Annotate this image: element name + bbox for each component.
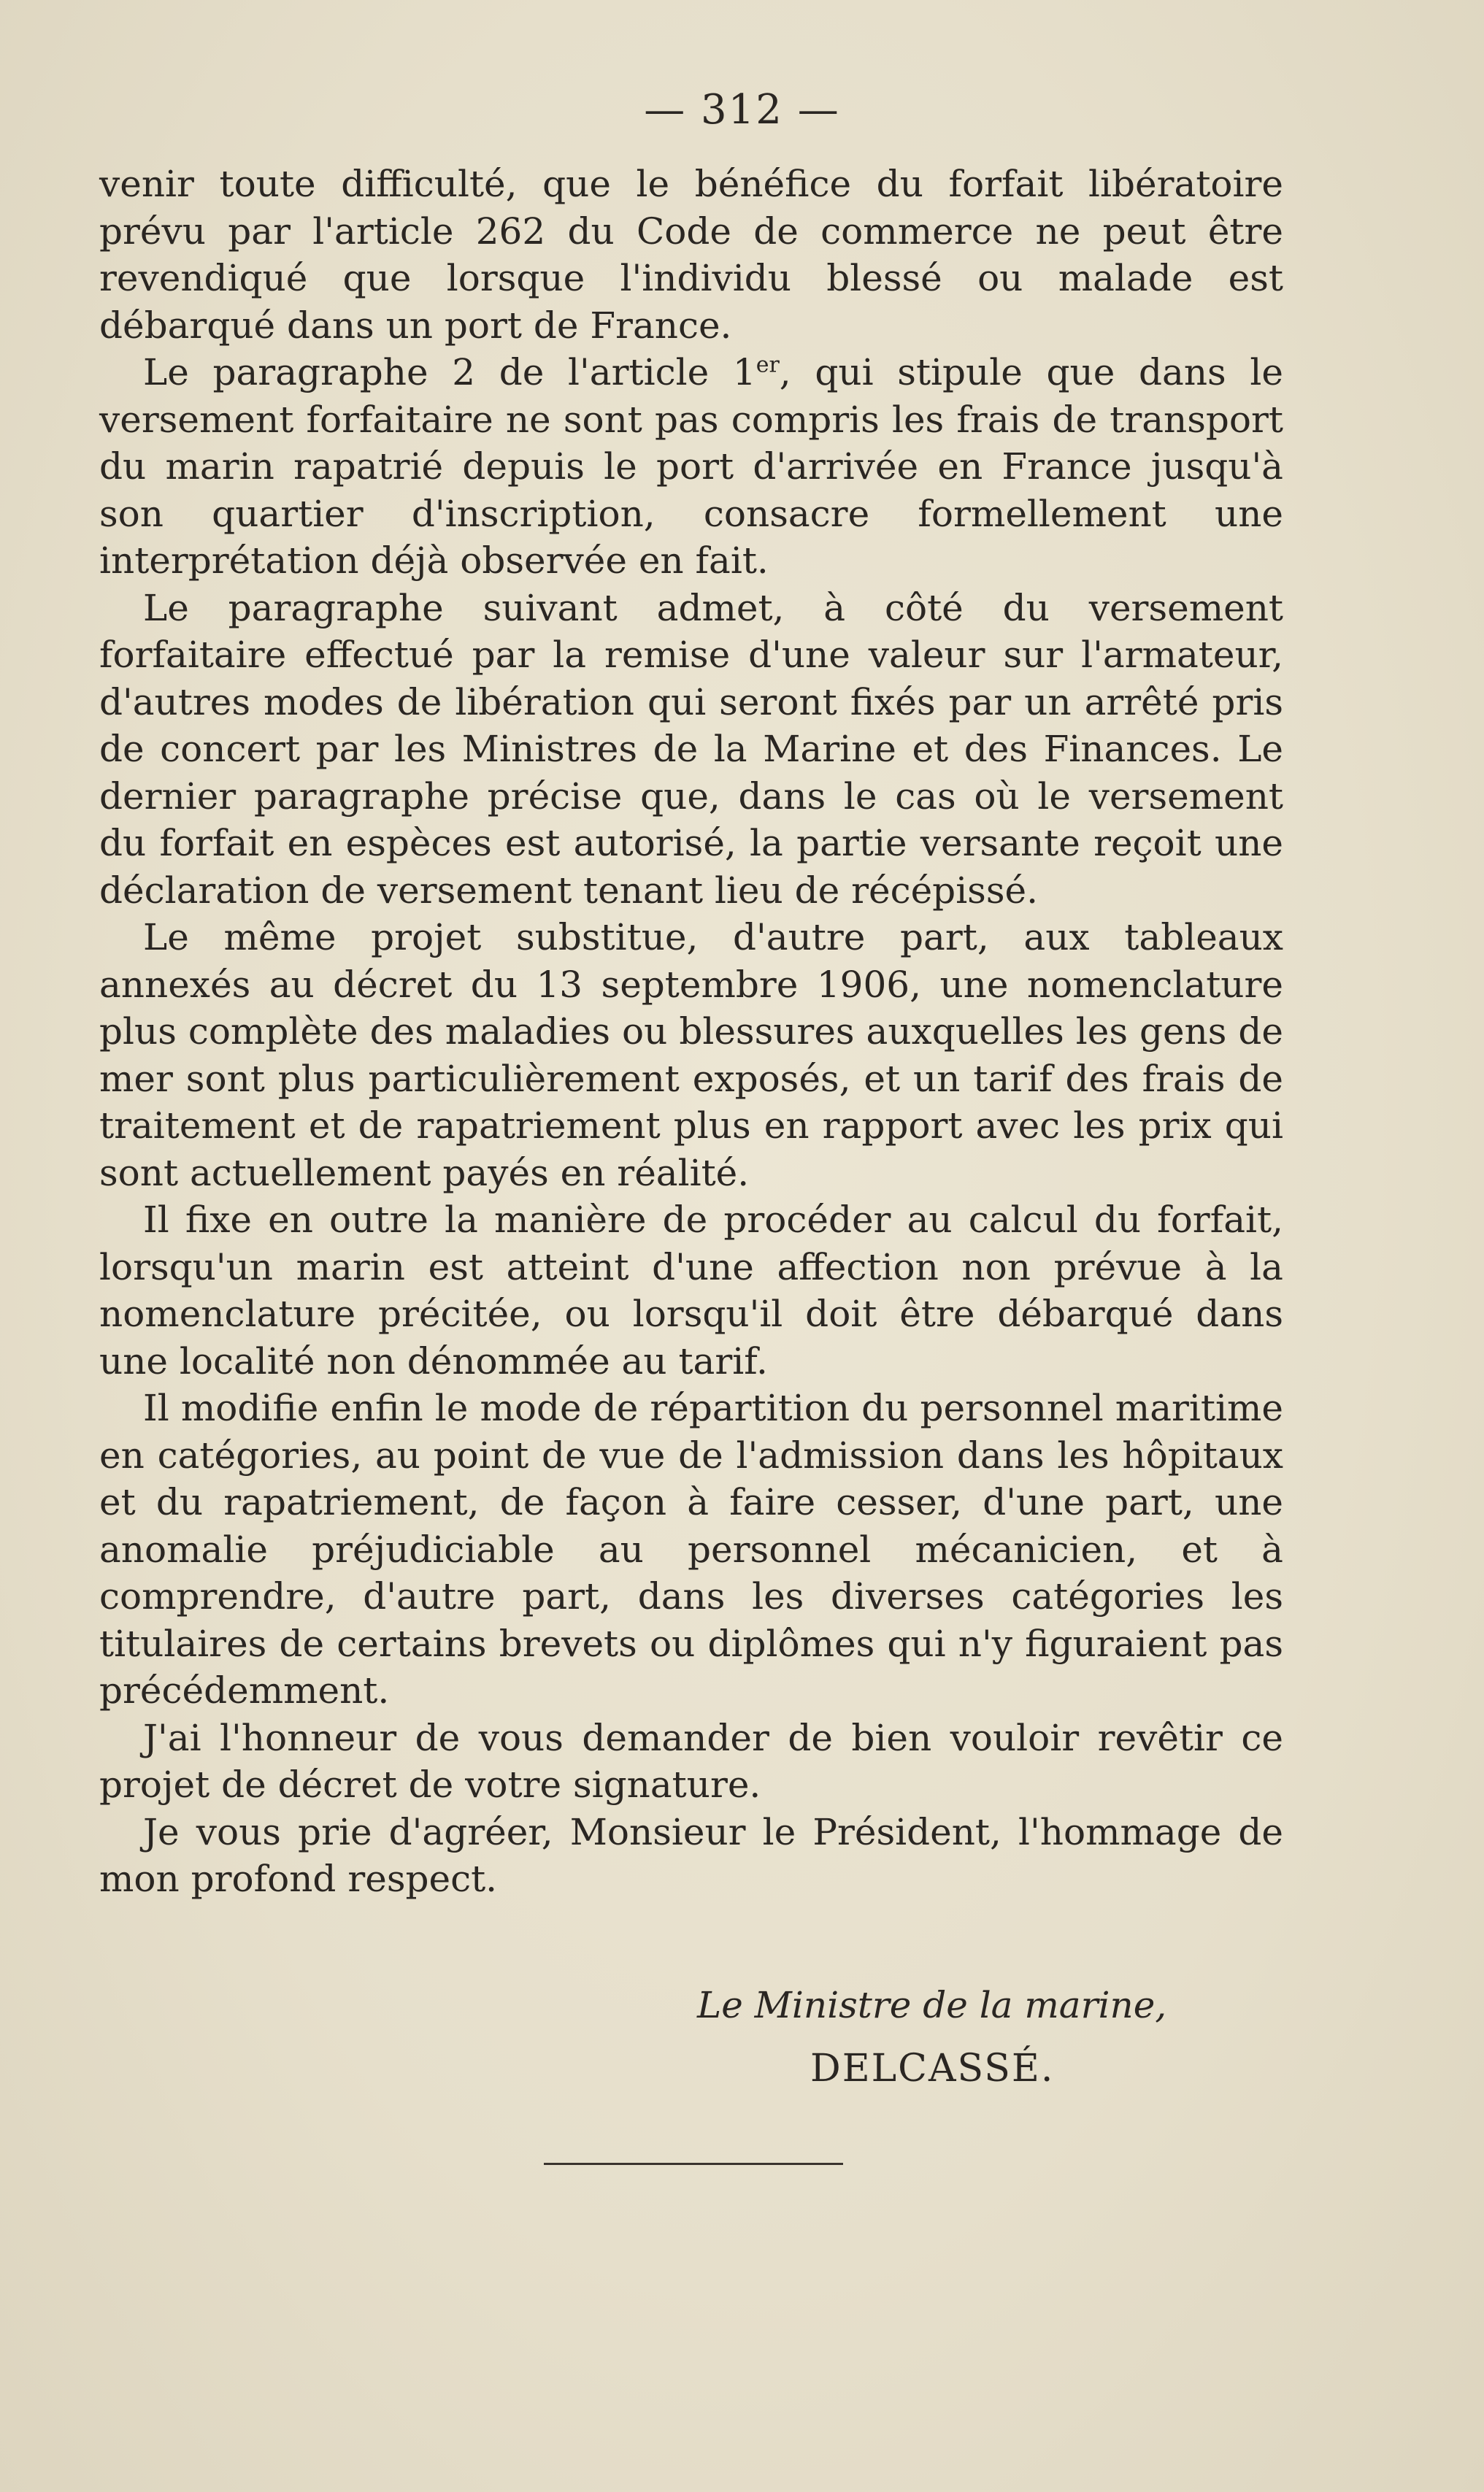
paragraph-6: Il modifie enfin le mode de répartition du personnel maritime en catégories, au point de vue de l'admission dans les hôpitaux et du rapatriement, de façon à faire cesser, d'une part, une anomalie préjudiciable au personnel mécanicien, et à comprendre, d'autre part, dans les diverses catégories les titulaires de certains brevets ou diplômes qui n'y figuraient pas précédemment. [99, 1387, 1283, 1712]
paragraph-8: Je vous prie d'agréer, Monsieur le Président, l'hommage de mon profond respect. [99, 1810, 1283, 1900]
ordinal-suffix: er [756, 352, 780, 378]
paragraph-2: Le paragraphe 2 de l'article 1er, qui stipule que dans le versement forfaitaire ne sont pas compris les frais de transport du marin rapatrié depuis le port d'arrivée en France jusqu'à son quartier d'inscription, consacre formellement une interprétation déjà observée en fait. [99, 351, 1283, 582]
paragraph-1: venir toute difficulté, que le bénéfice du forfait libératoire prévu par l'article 262 du Code de commerce ne peut être revendiqué que lorsque l'individu blessé ou malade est débarqué dans un port de France. [99, 163, 1283, 347]
paragraph-5: Il fixe en outre la manière de procéder au calcul du forfait, lorsqu'un marin est atteint d'une affection non prévue à la nomenclature précitée, ou lorsqu'il doit être débarqué dans une localité non dénommée au tarif. [99, 1199, 1283, 1382]
paragraph-7: J'ai l'honneur de vous demander de bien vouloir revêtir ce projet de décret de votre signature. [99, 1716, 1283, 1806]
paragraph-4: Le même projet substitue, d'autre part, aux tableaux annexés au décret du 13 septembre 1906, une nomenclature plus complète des maladies ou blessures auxquelles les gens de mer sont plus particulièrement exposés, et un tarif des frais de traitement et de rapatriement plus en rapport avec les prix qui sont actuellement payés en réalité. [99, 916, 1283, 1194]
page-number: — 312 — [644, 86, 840, 134]
body-text [99, 161, 1283, 1903]
paragraph-3: Le paragraphe suivant admet, à côté du versement forfaitaire effectué par la remise d'une valeur sur l'armateur, d'autres modes de libération qui seront fixés par un arrêté pris de concert par les Ministres de la Marine et des Finances. Le dernier paragraphe précise que, dans le cas où le versement du forfait en espèces est autorisé, la partie versante reçoit une déclaration de versement tenant lieu de récépissé. [99, 586, 1283, 912]
signature-title: Le Ministre de la marine, [697, 1984, 1167, 2026]
signature-name: DELCASSÉ. [810, 2047, 1055, 2091]
end-divider [544, 2163, 843, 2165]
